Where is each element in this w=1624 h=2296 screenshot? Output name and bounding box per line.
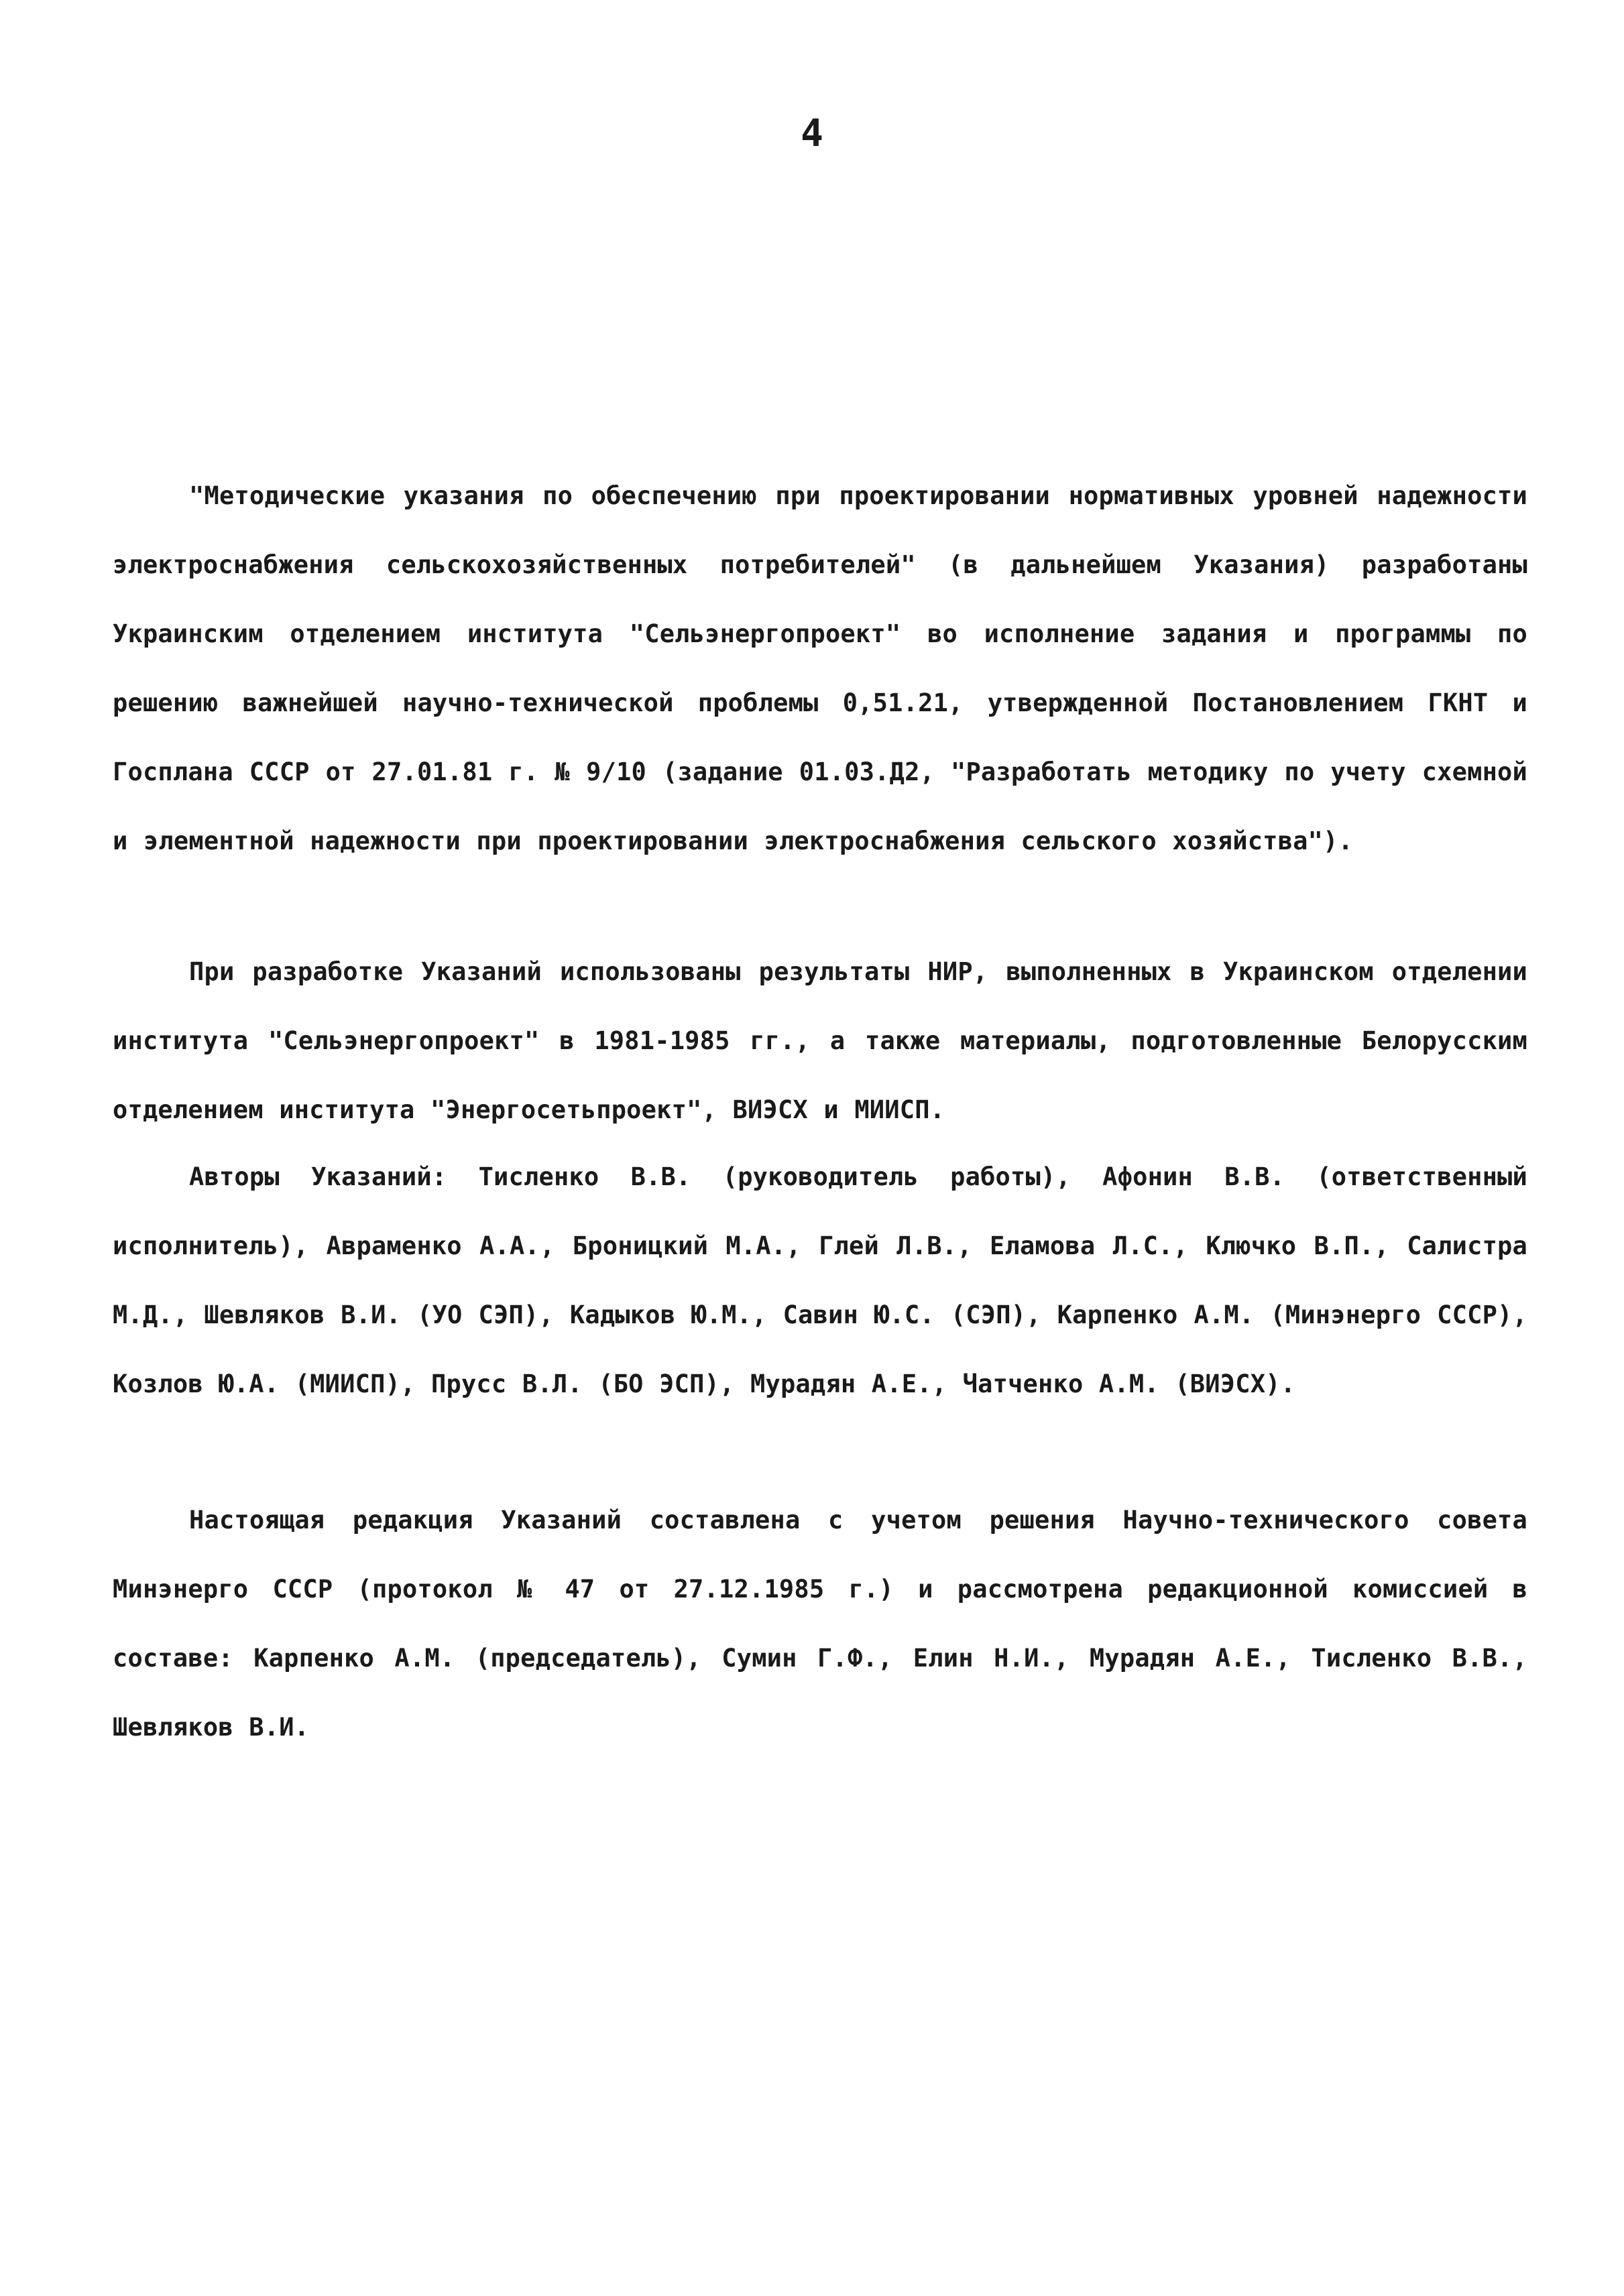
paragraph-materials-used: При разработке Указаний использованы результаты НИР, выполненных в Украинском отделении института "Сельэнергопроект" в 1981-1985 гг., а также материалы, подготовленные Белорусским отделением института "Энергосетьпроект", ВИЭСХ и МИИСП. [113, 957, 1527, 1124]
page-number: 4 [801, 112, 823, 156]
paragraph-development-info: "Методические указания по обеспечению при проектировании нормативных уровней надежности электроснабжения сельскохозяйственных потребителей" (в дальнейшем Указания) разработаны Украинским отделением института "Сельэнергопроект" во исполнение задания и программы по решению важнейшей научно-технической проблемы 0,51.21, утвержденной Постановлением ГКНТ и Госплана СССР от 27.01.81 г. № 9/10 (задание 01.03.Д2, "Разработать методику по учету схемной и элементной надежности при проектировании электроснабжения сельского хозяйства"). [113, 481, 1527, 855]
paragraph-editorial-commission: Настоящая редакция Указаний составлена с учетом решения Научно-технического совета Минэнерго СССР (протокол № 47 от 27.12.1985 г.) и рассмотрена редакционной комиссией в составе: Карпенко А.М. (председатель), Сумин Г.Ф., Елин Н.И., Мурадян А.Е., Тисленко В.В., Шевляков В.И. [113, 1506, 1527, 1742]
paragraph-authors: Авторы Указаний: Тисленко В.В. (руководитель работы), Афонин В.В. (ответственный исполнитель), Авраменко А.А., Броницкий М.А., Глей Л.В., Еламова Л.С., Ключко В.П., Салистра М.Д., Шевляков В.И. (УО СЭП), Кадыков Ю.М., Савин Ю.С. (СЭП), Карпенко А.М. (Минэнерго СССР), Козлов Ю.А. (МИИСП), Прусс В.Л. (БО ЭСП), Мурадян А.Е., Чатченко А.М. (ВИЭСХ). [113, 1162, 1527, 1398]
